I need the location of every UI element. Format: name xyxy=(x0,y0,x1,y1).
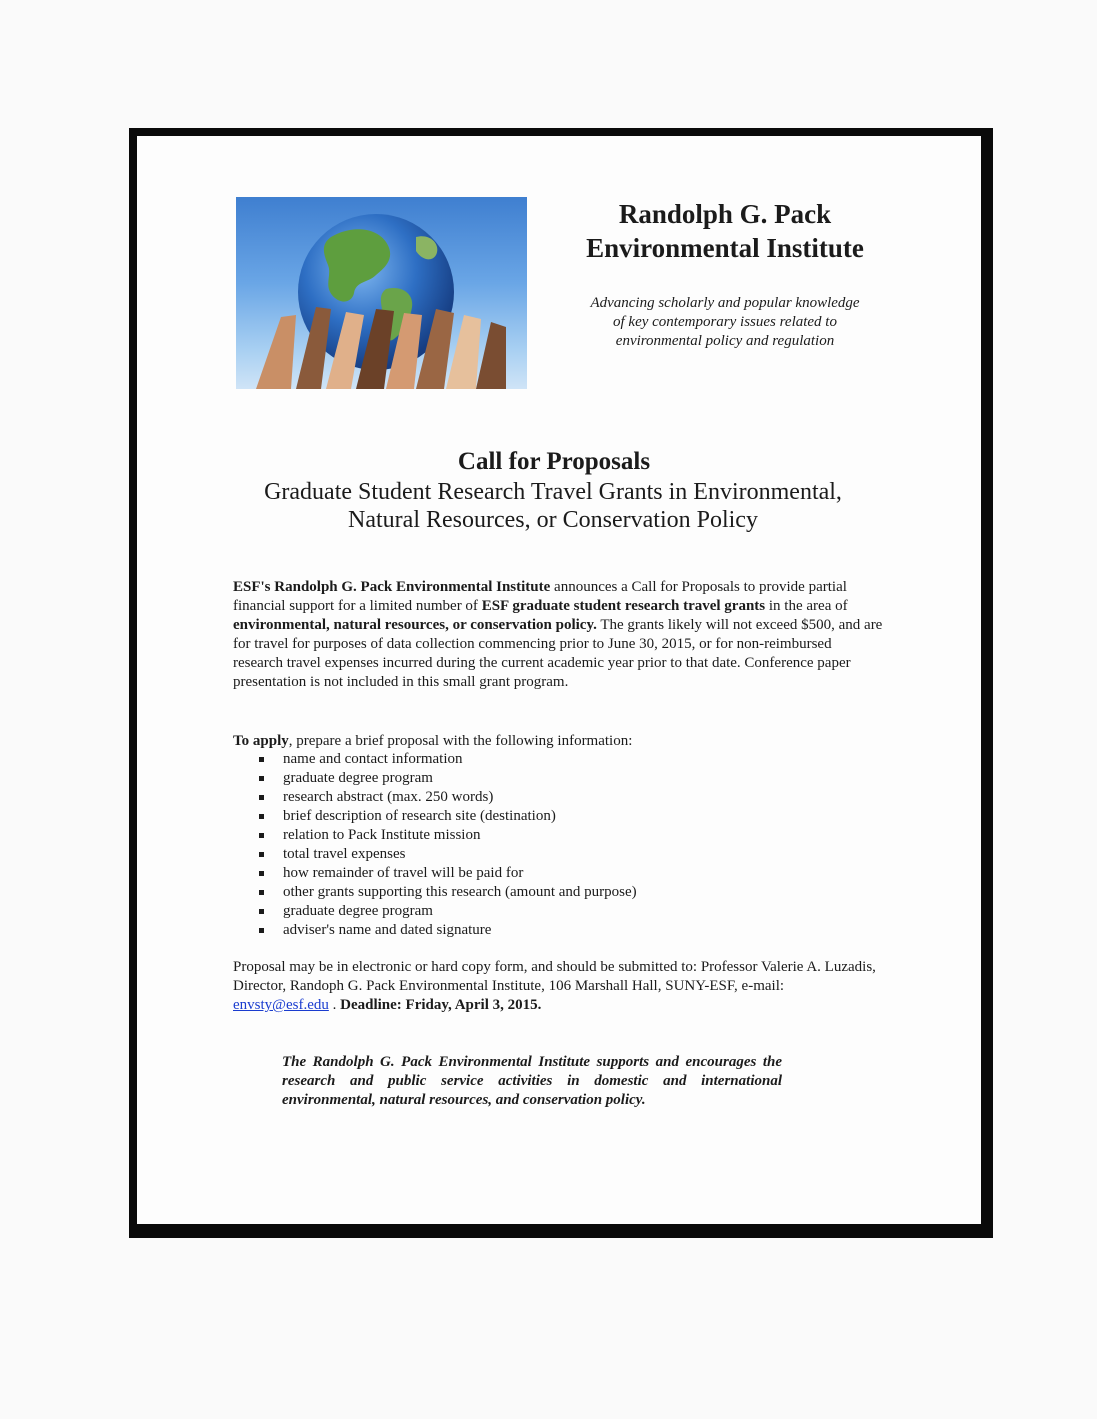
list-item: adviser's name and dated signature xyxy=(258,921,858,940)
list-item: graduate degree program xyxy=(258,902,858,921)
bullet-icon xyxy=(259,909,264,914)
apply-text: , prepare a brief proposal with the following information: xyxy=(288,733,633,749)
requirements-list xyxy=(258,750,858,940)
org-title-line2: Environmental Institute xyxy=(586,233,864,263)
intro-text3: The grants likely will not exceed $500, and are for travel for purposes of data collection commencing prior to June 30, 2015, or for non-reimbursed research travel expenses incurred during the current academic year prior to that date. Conference paper presentation is not included in this small grant program. xyxy=(233,617,883,690)
bullet-icon xyxy=(259,814,264,819)
call-subheading xyxy=(200,478,906,534)
bullet-icon xyxy=(259,871,264,876)
subheading-line2: Natural Resources, or Conservation Policy xyxy=(348,507,758,533)
tagline-line2: of key contemporary issues related to xyxy=(613,314,837,330)
list-item: graduate degree program xyxy=(258,769,858,788)
bullet-icon xyxy=(259,833,264,838)
bullet-icon xyxy=(259,928,264,933)
list-item: total travel expenses xyxy=(258,845,858,864)
apply-bold: To apply xyxy=(233,733,289,749)
apply-line xyxy=(233,732,883,751)
globe-hands-image xyxy=(236,197,527,389)
list-item: brief description of research site (destination) xyxy=(258,807,858,826)
intro-text2: in the area of xyxy=(765,598,848,614)
intro-bold3: environmental, natural resources, or conservation policy. xyxy=(233,617,597,633)
intro-text1: announces a Call for Proposals to provide partial financial support for a limited number of xyxy=(233,579,847,614)
bullet-icon xyxy=(259,890,264,895)
bullet-icon xyxy=(259,852,264,857)
closing-statement: The Randolph G. Pack Environmental Institute supports and encourages the research and public service activities in domestic and international environmental, natural resources, and conservation policy. xyxy=(282,1054,782,1108)
org-tagline xyxy=(560,294,890,351)
deadline-text: Deadline: Friday, April 3, 2015. xyxy=(340,997,542,1013)
bullet-icon xyxy=(259,795,264,800)
list-item: relation to Pack Institute mission xyxy=(258,826,858,845)
list-item: how remainder of travel will be paid for xyxy=(258,864,858,883)
list-item: research abstract (max. 250 words) xyxy=(258,788,858,807)
org-title xyxy=(560,197,890,265)
tagline-line1: Advancing scholarly and popular knowledge xyxy=(590,295,860,311)
list-item: other grants supporting this research (amount and purpose) xyxy=(258,883,858,902)
call-heading: Call for Proposals xyxy=(457,448,651,475)
globe-icon xyxy=(236,197,527,389)
email-link[interactable]: envsty@esf.edu xyxy=(233,997,329,1013)
tagline-line3: environmental policy and regulation xyxy=(615,333,835,349)
bullet-icon xyxy=(259,776,264,781)
intro-org-bold: ESF's Randolph G. Pack Environmental Institute xyxy=(233,579,551,595)
submission-paragraph xyxy=(233,958,883,1015)
submission-text: Proposal may be in electronic or hard copy form, and should be submitted to: Professor Valerie A. Luzadis, Director, Randoph G. Pack Environmental Institute, 106 Marshall Hall, SUNY-ESF, e-mail: xyxy=(233,959,876,994)
subheading-line1: Graduate Student Research Travel Grants in Environmental, xyxy=(264,479,842,505)
list-item: name and contact information xyxy=(258,750,858,769)
submission-separator: . xyxy=(328,997,341,1013)
intro-bold2: ESF graduate student research travel grants xyxy=(481,598,766,614)
intro-paragraph xyxy=(233,578,883,692)
bullet-icon xyxy=(259,757,264,762)
org-title-line1: Randolph G. Pack xyxy=(618,199,832,229)
